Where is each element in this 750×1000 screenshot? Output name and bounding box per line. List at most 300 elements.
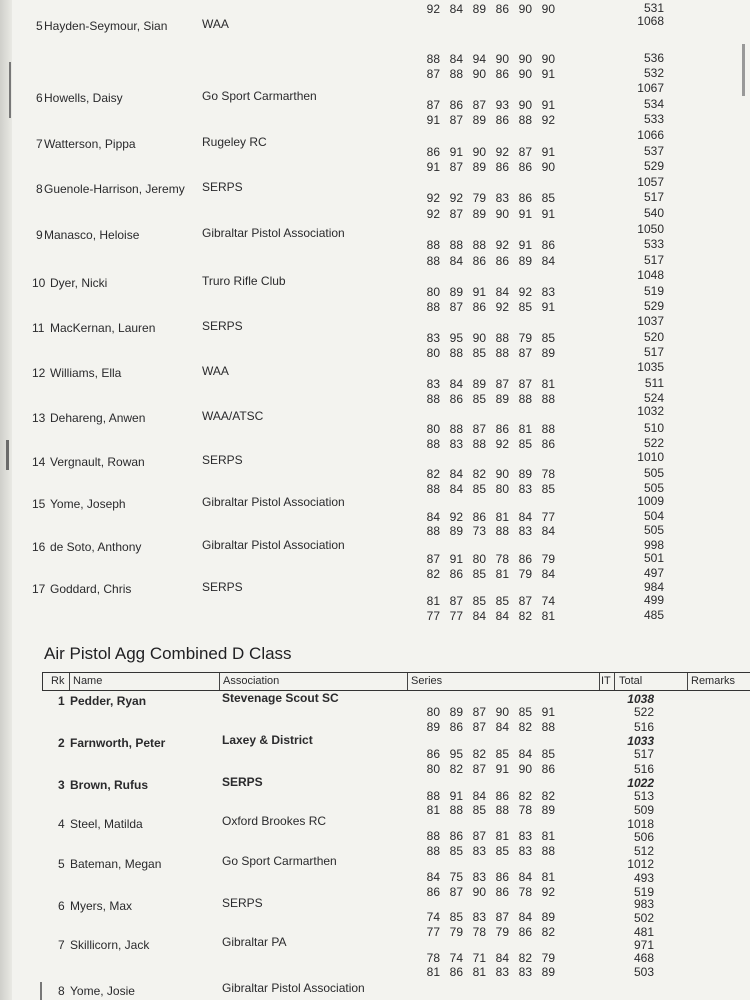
rank-number: 17 — [32, 582, 46, 596]
shooter-name: Brown, Rufus — [70, 778, 148, 792]
series-scores — [417, 437, 555, 451]
series-score: 86 — [495, 789, 509, 803]
series-score: 90 — [541, 2, 555, 16]
series-subtotal: 513 — [633, 789, 654, 803]
association-name: SERPS — [202, 319, 243, 333]
series-scores — [417, 720, 555, 734]
series-score: 86 — [541, 762, 555, 776]
aggregate-total: 1012 — [627, 857, 654, 871]
series-score: 78 — [472, 925, 486, 939]
series-subtotal: 537 — [643, 144, 664, 158]
series-score: 81 — [541, 870, 555, 884]
association-name: Go Sport Carmarthen — [202, 89, 317, 103]
series-score: 91 — [495, 762, 509, 776]
series-score: 83 — [518, 482, 532, 496]
series-score: 88 — [541, 844, 555, 858]
series-score: 85 — [518, 300, 532, 314]
aggregate-total: 1050 — [637, 222, 664, 236]
series-subtotal: 522 — [643, 436, 664, 450]
series-scores — [417, 346, 555, 360]
series-scores — [417, 609, 555, 623]
series-score: 91 — [449, 552, 463, 566]
series-score: 90 — [495, 705, 509, 719]
series-score: 85 — [472, 803, 486, 817]
series-score: 83 — [472, 870, 486, 884]
association-name: Gibraltar Pistol Association — [222, 981, 365, 995]
series-score: 88 — [449, 422, 463, 436]
series-subtotal: 517 — [643, 190, 664, 204]
rank-number: 4 — [58, 817, 65, 831]
shooter-name: Yome, Josie — [70, 984, 135, 998]
series-score: 84 — [495, 951, 509, 965]
series-score: 84 — [541, 567, 555, 581]
series-score: 80 — [426, 285, 440, 299]
series-subtotal: 516 — [633, 720, 654, 734]
series-score: 86 — [449, 567, 463, 581]
series-scores — [417, 191, 555, 205]
series-score: 85 — [472, 346, 486, 360]
series-score: 86 — [426, 145, 440, 159]
series-score: 90 — [518, 52, 532, 66]
series-score: 85 — [541, 482, 555, 496]
series-scores — [417, 524, 555, 538]
series-score: 84 — [449, 482, 463, 496]
series-score: 91 — [541, 98, 555, 112]
series-score: 74 — [426, 910, 440, 924]
series-score: 81 — [495, 829, 509, 843]
series-score: 78 — [495, 552, 509, 566]
series-scores — [417, 885, 555, 899]
series-score: 91 — [541, 145, 555, 159]
shooter-name: Bateman, Megan — [70, 857, 162, 871]
series-score: 91 — [518, 238, 532, 252]
series-score: 87 — [472, 422, 486, 436]
series-score: 85 — [541, 191, 555, 205]
series-subtotal: 499 — [643, 593, 664, 607]
aggregate-total: 1037 — [637, 314, 664, 328]
series-score: 80 — [472, 552, 486, 566]
series-score: 77 — [541, 510, 555, 524]
series-scores — [417, 207, 555, 221]
series-scores — [417, 254, 555, 268]
series-score: 85 — [449, 844, 463, 858]
series-score: 85 — [472, 482, 486, 496]
series-score: 81 — [426, 594, 440, 608]
series-score: 91 — [518, 207, 532, 221]
series-score: 80 — [426, 422, 440, 436]
series-score: 86 — [495, 160, 509, 174]
series-score: 92 — [495, 145, 509, 159]
association-name: Stevenage Scout SC — [222, 691, 339, 705]
aggregate-total: 1032 — [637, 404, 664, 418]
series-score: 88 — [449, 67, 463, 81]
series-score: 90 — [495, 52, 509, 66]
series-score: 91 — [426, 160, 440, 174]
association-name: Rugeley RC — [202, 135, 267, 149]
series-subtotal: 506 — [633, 830, 654, 844]
series-score: 83 — [472, 844, 486, 858]
aggregate-total: 1010 — [637, 450, 664, 464]
rank-number: 8 — [58, 984, 65, 998]
series-score: 84 — [518, 510, 532, 524]
series-subtotal: 481 — [633, 925, 654, 939]
series-subtotal: 511 — [644, 376, 664, 390]
series-scores — [417, 98, 555, 112]
series-scores — [417, 762, 555, 776]
page-shadow — [0, 0, 12, 1000]
series-score: 92 — [541, 885, 555, 899]
series-score: 88 — [541, 720, 555, 734]
shooter-name: Dehareng, Anwen — [50, 411, 146, 425]
association-name: SERPS — [202, 580, 243, 594]
series-scores — [417, 951, 555, 965]
series-score: 87 — [472, 720, 486, 734]
series-scores — [417, 482, 555, 496]
series-scores — [417, 829, 555, 843]
series-score: 81 — [472, 965, 486, 979]
series-score: 86 — [495, 67, 509, 81]
series-score: 81 — [426, 803, 440, 817]
series-subtotal: 517 — [633, 747, 654, 761]
series-scores — [417, 705, 555, 719]
aggregate-total: 1057 — [637, 175, 664, 189]
series-score: 88 — [426, 844, 440, 858]
series-score: 86 — [472, 510, 486, 524]
series-scores — [417, 594, 555, 608]
series-score: 87 — [518, 346, 532, 360]
aggregate-total: 1066 — [637, 128, 664, 142]
series-score: 89 — [426, 720, 440, 734]
series-score: 88 — [426, 789, 440, 803]
results-header — [42, 672, 750, 691]
series-score: 92 — [426, 207, 440, 221]
aggregate-total: 1009 — [637, 494, 664, 508]
series-score: 87 — [449, 300, 463, 314]
series-score: 77 — [449, 609, 463, 623]
series-score: 92 — [541, 113, 555, 127]
series-score: 88 — [495, 346, 509, 360]
rank-number: 14 — [32, 455, 46, 469]
series-score: 86 — [472, 254, 486, 268]
series-score: 90 — [472, 67, 486, 81]
series-subtotal: 505 — [643, 481, 664, 495]
shooter-name: Goddard, Chris — [50, 582, 132, 596]
series-subtotal: 505 — [643, 523, 664, 537]
series-subtotal: 510 — [643, 421, 664, 435]
series-subtotal: 529 — [643, 299, 664, 313]
series-score: 89 — [472, 113, 486, 127]
series-score: 83 — [426, 377, 440, 391]
aggregate-total: 1022 — [627, 776, 654, 790]
series-subtotal: 519 — [633, 885, 654, 899]
association-name: SERPS — [202, 453, 243, 467]
series-score: 91 — [541, 207, 555, 221]
series-score: 90 — [472, 331, 486, 345]
series-score: 84 — [518, 870, 532, 884]
series-score: 77 — [426, 609, 440, 623]
series-score: 88 — [495, 803, 509, 817]
series-score: 86 — [472, 300, 486, 314]
aggregate-total: 1038 — [627, 692, 654, 706]
series-score: 87 — [495, 910, 509, 924]
series-score: 84 — [518, 910, 532, 924]
binder-mark — [6, 440, 9, 470]
series-scores — [417, 467, 555, 481]
shooter-name: Howells, Daisy — [44, 91, 123, 105]
shooter-name: Skillicorn, Jack — [70, 938, 150, 952]
aggregate-total: 971 — [633, 938, 654, 952]
series-scores — [417, 377, 555, 391]
association-name: WAA — [202, 364, 229, 378]
series-score: 90 — [518, 762, 532, 776]
series-subtotal: 533 — [643, 237, 664, 251]
rank-number: 2 — [58, 736, 65, 750]
series-score: 81 — [426, 965, 440, 979]
series-score: 86 — [449, 720, 463, 734]
series-subtotal: 505 — [643, 466, 664, 480]
series-score: 84 — [541, 524, 555, 538]
series-score: 83 — [518, 965, 532, 979]
series-score: 84 — [472, 609, 486, 623]
series-score: 89 — [518, 254, 532, 268]
series-score: 92 — [426, 191, 440, 205]
shooter-name: Yome, Joseph — [50, 497, 126, 511]
rank-number: 15 — [32, 497, 46, 511]
header-divider — [407, 673, 408, 690]
series-subtotal: 524 — [643, 391, 664, 405]
series-score: 84 — [541, 254, 555, 268]
series-score: 89 — [472, 2, 486, 16]
shooter-name: Manasco, Heloise — [44, 228, 140, 242]
shooter-name: Watterson, Pippa — [44, 137, 136, 151]
series-scores — [417, 844, 555, 858]
header-divider — [614, 673, 615, 690]
header-rank: Rk — [51, 675, 65, 687]
series-score: 87 — [518, 594, 532, 608]
series-score: 92 — [449, 191, 463, 205]
series-score: 87 — [426, 552, 440, 566]
series-score: 92 — [495, 300, 509, 314]
series-score: 84 — [426, 510, 440, 524]
header-divider — [69, 673, 70, 690]
shooter-name: Farnworth, Peter — [70, 736, 166, 750]
series-score: 88 — [518, 113, 532, 127]
series-scores — [417, 392, 555, 406]
series-score: 86 — [449, 392, 463, 406]
rank-number: 12 — [32, 366, 46, 380]
series-scores — [417, 52, 555, 66]
aggregate-total: 1068 — [637, 14, 664, 28]
series-score: 82 — [541, 789, 555, 803]
rank-number: 1 — [58, 694, 65, 708]
series-scores — [417, 2, 555, 16]
series-score: 83 — [518, 844, 532, 858]
series-score: 80 — [426, 705, 440, 719]
series-score: 85 — [472, 567, 486, 581]
header-association: Association — [223, 675, 280, 687]
series-score: 87 — [472, 705, 486, 719]
series-score: 80 — [426, 762, 440, 776]
series-subtotal: 519 — [643, 284, 664, 298]
series-score: 84 — [495, 720, 509, 734]
series-score: 79 — [495, 925, 509, 939]
series-score: 86 — [495, 2, 509, 16]
series-scores — [417, 67, 555, 81]
series-subtotal: 532 — [643, 66, 664, 80]
series-score: 89 — [541, 803, 555, 817]
series-score: 86 — [518, 925, 532, 939]
series-score: 86 — [495, 885, 509, 899]
aggregate-total: 1067 — [637, 81, 664, 95]
association-name: Gibraltar PA — [222, 935, 287, 949]
series-subtotal: 512 — [633, 844, 654, 858]
association-name: Oxford Brookes RC — [222, 814, 327, 828]
rank-number: 13 — [32, 411, 46, 425]
series-score: 88 — [449, 346, 463, 360]
series-score: 86 — [541, 437, 555, 451]
series-score: 79 — [541, 552, 555, 566]
series-score: 78 — [518, 885, 532, 899]
series-score: 81 — [541, 609, 555, 623]
series-score: 89 — [449, 524, 463, 538]
series-score: 88 — [472, 238, 486, 252]
association-name: SERPS — [222, 775, 263, 789]
association-name: Gibraltar Pistol Association — [202, 538, 345, 552]
series-score: 88 — [426, 482, 440, 496]
series-subtotal: 517 — [643, 253, 664, 267]
series-scores — [417, 965, 555, 979]
shooter-name: Myers, Max — [70, 899, 133, 913]
series-score: 95 — [449, 747, 463, 761]
series-score: 82 — [518, 951, 532, 965]
rank-number: 7 — [36, 137, 43, 151]
series-subtotal: 509 — [633, 803, 654, 817]
association-name: Gibraltar Pistol Association — [202, 226, 345, 240]
series-score: 92 — [426, 2, 440, 16]
series-score: 94 — [472, 52, 486, 66]
shooter-name: de Soto, Anthony — [50, 540, 142, 554]
series-score: 82 — [541, 925, 555, 939]
association-name: SERPS — [202, 180, 243, 194]
series-score: 85 — [518, 437, 532, 451]
series-subtotal: 501 — [643, 551, 664, 565]
series-subtotal: 531 — [643, 1, 664, 15]
series-subtotal: 497 — [643, 566, 664, 580]
series-subtotal: 534 — [643, 97, 664, 111]
series-score: 88 — [426, 829, 440, 843]
rank-number: 16 — [32, 540, 46, 554]
series-score: 81 — [495, 510, 509, 524]
series-score: 80 — [426, 346, 440, 360]
series-score: 88 — [449, 803, 463, 817]
series-score: 88 — [495, 331, 509, 345]
shooter-name: Steel, Matilda — [70, 817, 143, 831]
shooter-name: MacKernan, Lauren — [50, 321, 156, 335]
series-score: 89 — [541, 965, 555, 979]
series-score: 78 — [518, 803, 532, 817]
association-name: Gibraltar Pistol Association — [202, 495, 345, 509]
series-score: 81 — [495, 567, 509, 581]
series-score: 90 — [472, 885, 486, 899]
series-score: 79 — [449, 925, 463, 939]
series-score: 74 — [541, 594, 555, 608]
series-score: 89 — [449, 285, 463, 299]
series-scores — [417, 747, 555, 761]
series-score: 87 — [449, 207, 463, 221]
series-score: 88 — [541, 392, 555, 406]
series-scores — [417, 331, 555, 345]
series-score: 88 — [426, 524, 440, 538]
series-score: 86 — [449, 829, 463, 843]
series-score: 92 — [449, 510, 463, 524]
header-divider — [599, 673, 600, 690]
shooter-name: Vergnault, Rowan — [50, 455, 145, 469]
association-name: WAA — [202, 17, 229, 31]
aggregate-total: 983 — [633, 897, 654, 911]
series-score: 90 — [518, 67, 532, 81]
series-score: 87 — [426, 67, 440, 81]
series-score: 92 — [495, 238, 509, 252]
series-score: 82 — [518, 720, 532, 734]
series-score: 89 — [541, 910, 555, 924]
series-score: 79 — [541, 951, 555, 965]
aggregate-total: 1048 — [637, 268, 664, 282]
series-subtotal: 533 — [643, 112, 664, 126]
binder-mark — [40, 982, 42, 1000]
series-score: 89 — [449, 705, 463, 719]
series-score: 90 — [495, 467, 509, 481]
aggregate-total: 984 — [643, 580, 664, 594]
series-score: 86 — [495, 113, 509, 127]
rank-number: 7 — [58, 938, 65, 952]
series-score: 86 — [426, 885, 440, 899]
rank-number: 10 — [32, 276, 46, 290]
rank-number: 11 — [32, 321, 45, 335]
series-score: 83 — [541, 285, 555, 299]
section-title: Air Pistol Agg Combined D Class — [44, 644, 292, 663]
series-score: 86 — [426, 747, 440, 761]
series-score: 83 — [495, 965, 509, 979]
series-score: 88 — [518, 392, 532, 406]
series-score: 85 — [541, 747, 555, 761]
header-divider — [687, 673, 688, 690]
header-divider — [219, 673, 220, 690]
header-remarks: Remarks — [691, 675, 736, 687]
series-score: 88 — [472, 437, 486, 451]
series-scores — [417, 510, 555, 524]
series-subtotal: 502 — [633, 911, 654, 925]
series-score: 85 — [472, 392, 486, 406]
series-score: 82 — [472, 747, 486, 761]
series-score: 84 — [449, 377, 463, 391]
series-score: 87 — [472, 762, 486, 776]
series-score: 87 — [449, 113, 463, 127]
series-score: 91 — [541, 705, 555, 719]
rank-number: 8 — [36, 182, 43, 196]
series-score: 82 — [518, 789, 532, 803]
series-score: 86 — [495, 422, 509, 436]
series-score: 82 — [449, 762, 463, 776]
series-subtotal: 529 — [643, 159, 664, 173]
series-score: 82 — [426, 567, 440, 581]
series-score: 84 — [472, 789, 486, 803]
series-score: 87 — [518, 377, 532, 391]
series-scores — [417, 113, 555, 127]
series-score: 83 — [472, 910, 486, 924]
series-score: 87 — [449, 885, 463, 899]
series-score: 86 — [518, 552, 532, 566]
aggregate-total: 1033 — [627, 734, 654, 748]
